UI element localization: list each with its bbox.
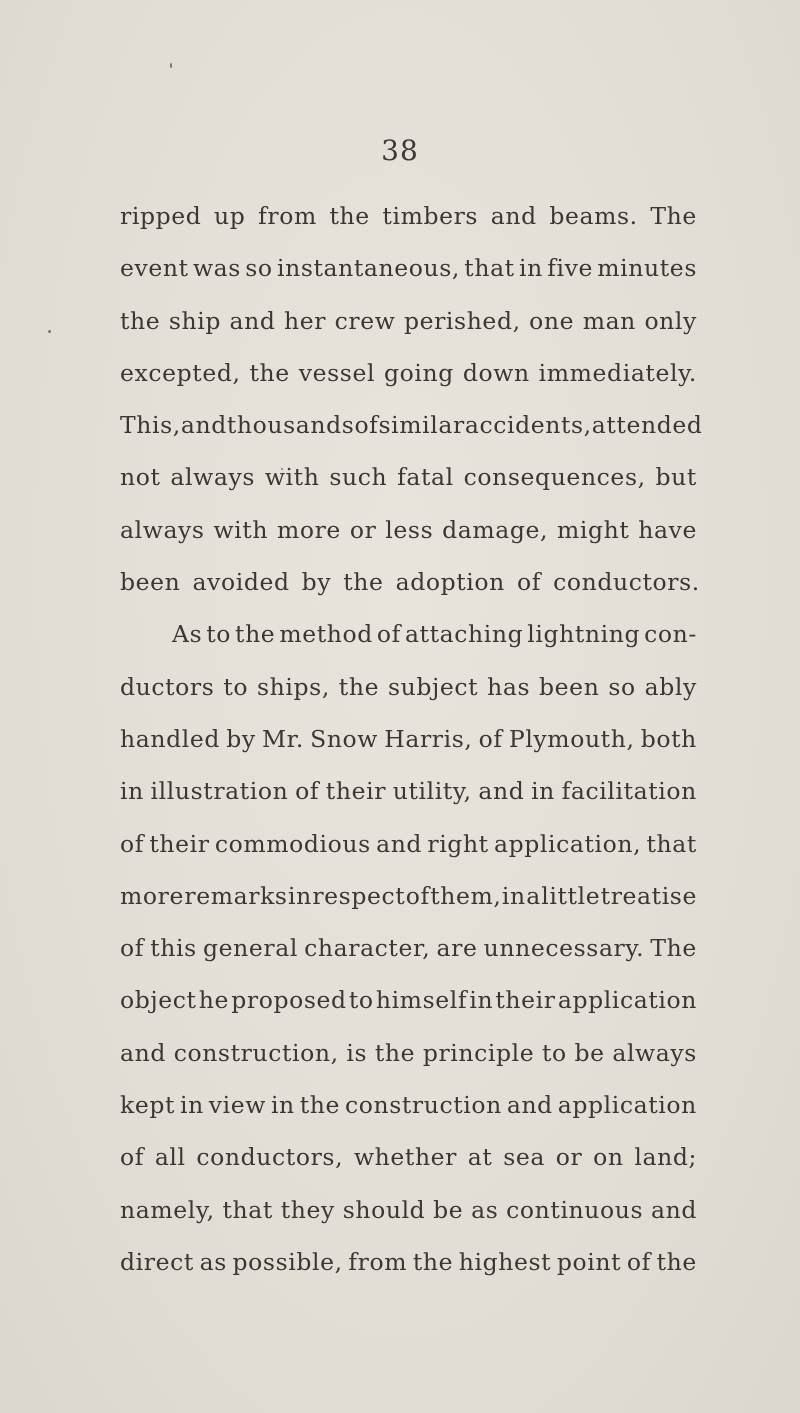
text-line: of their commodious and right application, that [120,829,697,858]
text-line: This, and thousands of similar accidents, attended [120,411,703,440]
text-line: more remarks in respect of them, in a little treatise [120,881,697,910]
text-line: excepted, the vessel going down immediately. [120,358,697,387]
text-line: ripped up from the timbers and beams. The [120,202,697,230]
text-line: As to the method of attaching lightning con- [172,620,697,649]
paper-speck [170,63,172,68]
text-line: kept in view in the construction and application [120,1091,697,1120]
text-line: ductors to ships, the subject has been so ably [120,672,697,701]
text-line: event was so instantaneous, that in five minutes [120,254,697,283]
text-line: direct as possible, from the highest point of the [120,1247,697,1276]
paper-speck [48,330,51,333]
text-line: handled by Mr. Snow Harris, of Plymouth, both [120,724,697,753]
page-number: 38 [381,134,419,167]
text-line: always with more or less damage, might have [120,515,697,544]
text-line: not always with such fatal consequences, but [120,463,697,492]
text-line: object he proposed to himself in their application [120,986,697,1015]
text-line: been avoided by the adoption of conductors. [120,568,700,597]
text-line: of all conductors, whether at sea or on land; [120,1143,697,1172]
body-text [120,190,703,1288]
text-line: in illustration of their utility, and in facilitation [120,777,697,806]
text-line: of this general character, are unnecessary. The [120,934,697,963]
text-line: and construction, is the principle to be always [120,1038,697,1067]
text-line: namely, that they should be as continuous and [120,1195,697,1224]
text-line: the ship and her crew perished, one man only [120,306,697,335]
